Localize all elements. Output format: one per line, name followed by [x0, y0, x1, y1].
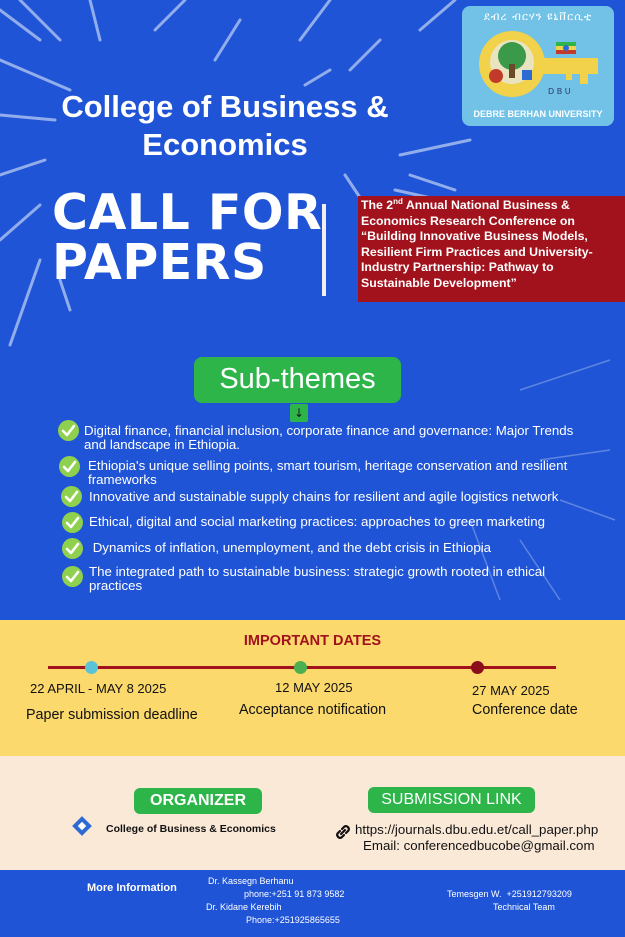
- diamond-icon: [72, 816, 92, 836]
- university-logo: [462, 6, 614, 126]
- subtheme-text: The integrated path to sustainable business: strategic growth rooted in ethical: [89, 564, 546, 579]
- logo-initials: D B U: [548, 87, 571, 96]
- conf-line1-sup: nd: [393, 196, 403, 206]
- contact3: Temesgen W. +251912793209: [447, 889, 572, 899]
- contact2-phone: Phone:+251925865655: [246, 915, 340, 925]
- subtheme-item: [88, 459, 567, 487]
- date-value: 22 APRIL - MAY 8 2025: [30, 681, 167, 696]
- contact3-role: Technical Team: [493, 902, 555, 912]
- subthemes-heading: Sub-themes: [194, 357, 401, 403]
- link-icon: [333, 822, 353, 842]
- conf-line4: Resilient Firm Practices and University-: [361, 244, 593, 259]
- conf-line6: Sustainable Development”: [361, 275, 517, 290]
- timeline-dot: [471, 661, 484, 674]
- checkmark-icon: [62, 538, 83, 559]
- timeline-dot: [294, 661, 307, 674]
- footer: [0, 870, 625, 937]
- subtheme-item: [89, 565, 545, 593]
- college-title-line1: College of Business &: [61, 89, 389, 124]
- contact1-name: Dr. Kassegn Berhanu: [208, 876, 294, 886]
- cfp-line2: PAPERS: [52, 234, 267, 291]
- subtheme-text: practices: [89, 578, 143, 593]
- more-info-label: More Information: [87, 882, 177, 894]
- college-title: [30, 88, 420, 164]
- key-emblem-icon: [470, 26, 606, 106]
- organizer-name: College of Business & Economics: [106, 823, 276, 835]
- checkmark-icon: [62, 566, 83, 587]
- subtheme-text: and landscape in Ethiopia.: [84, 437, 240, 452]
- important-dates-section: [0, 620, 625, 756]
- arrow-down-icon: ↓: [290, 404, 308, 422]
- subtheme-item: [84, 424, 573, 452]
- checkmark-icon: [61, 486, 82, 507]
- date-label: Acceptance notification: [239, 702, 387, 718]
- date-value: 27 MAY 2025: [472, 683, 550, 698]
- subtheme-text: Ethical, digital and social marketing practices: approaches to green marketing: [89, 514, 546, 529]
- subtheme-item: [89, 541, 491, 555]
- conf-line1-post: Annual National Business &: [402, 198, 570, 212]
- checkmark-icon: [59, 456, 80, 477]
- organizer-label: ORGANIZER: [134, 788, 262, 814]
- conference-description: [361, 198, 607, 291]
- conf-line3: “Building Innovative Business Models,: [361, 229, 588, 243]
- date-label: Conference date: [472, 702, 578, 718]
- subtheme-text: Ethiopia's unique selling points, smart tourism, heritage conservation and resilient: [88, 458, 568, 473]
- cfp-line1: CALL FOR: [52, 184, 323, 241]
- date-label: Paper submission deadline: [26, 707, 198, 723]
- divider: [322, 204, 326, 296]
- checkmark-icon: [62, 512, 83, 533]
- organizer-section: [0, 756, 625, 870]
- subtheme-text: Dynamics of inflation, unemployment, and the debt crisis in Ethiopia: [89, 540, 492, 555]
- subtheme-item: [89, 490, 558, 504]
- subtheme-text: Digital finance, financial inclusion, corporate finance and governance: Major Trends: [84, 423, 574, 438]
- submission-email[interactable]: Email: conferencedbucobe@gmail.com: [363, 838, 595, 853]
- logo-amharic-text: ደብረ ብርሃን ዩኒቨርሲቲ: [483, 10, 593, 23]
- conf-line1-pre: The 2: [361, 198, 394, 212]
- contact1-phone: phone:+251 91 873 9582: [244, 889, 345, 899]
- subtheme-text: frameworks: [88, 472, 157, 487]
- timeline-dot: [85, 661, 98, 674]
- call-for-papers-heading: [52, 184, 323, 291]
- subtheme-item: [89, 515, 545, 529]
- college-title-line2: Economics: [142, 127, 308, 162]
- important-dates-title: IMPORTANT DATES: [243, 633, 382, 649]
- date-value: 12 MAY 2025: [275, 680, 353, 695]
- university-name: DEBRE BERHAN UNIVERSITY: [473, 109, 603, 119]
- contact2-name: Dr. Kidane Kerebih: [206, 902, 282, 912]
- checkmark-icon: [58, 420, 79, 441]
- conf-line2: Economics Research Conference on: [361, 213, 575, 228]
- submission-url-link[interactable]: https://journals.dbu.edu.et/call_paper.php: [355, 822, 599, 837]
- conf-line5: Industry Partnership: Pathway to: [361, 260, 554, 274]
- submission-link-label: SUBMISSION LINK: [368, 787, 535, 813]
- subtheme-text: Innovative and sustainable supply chains for resilient and agile logistics network: [89, 489, 559, 504]
